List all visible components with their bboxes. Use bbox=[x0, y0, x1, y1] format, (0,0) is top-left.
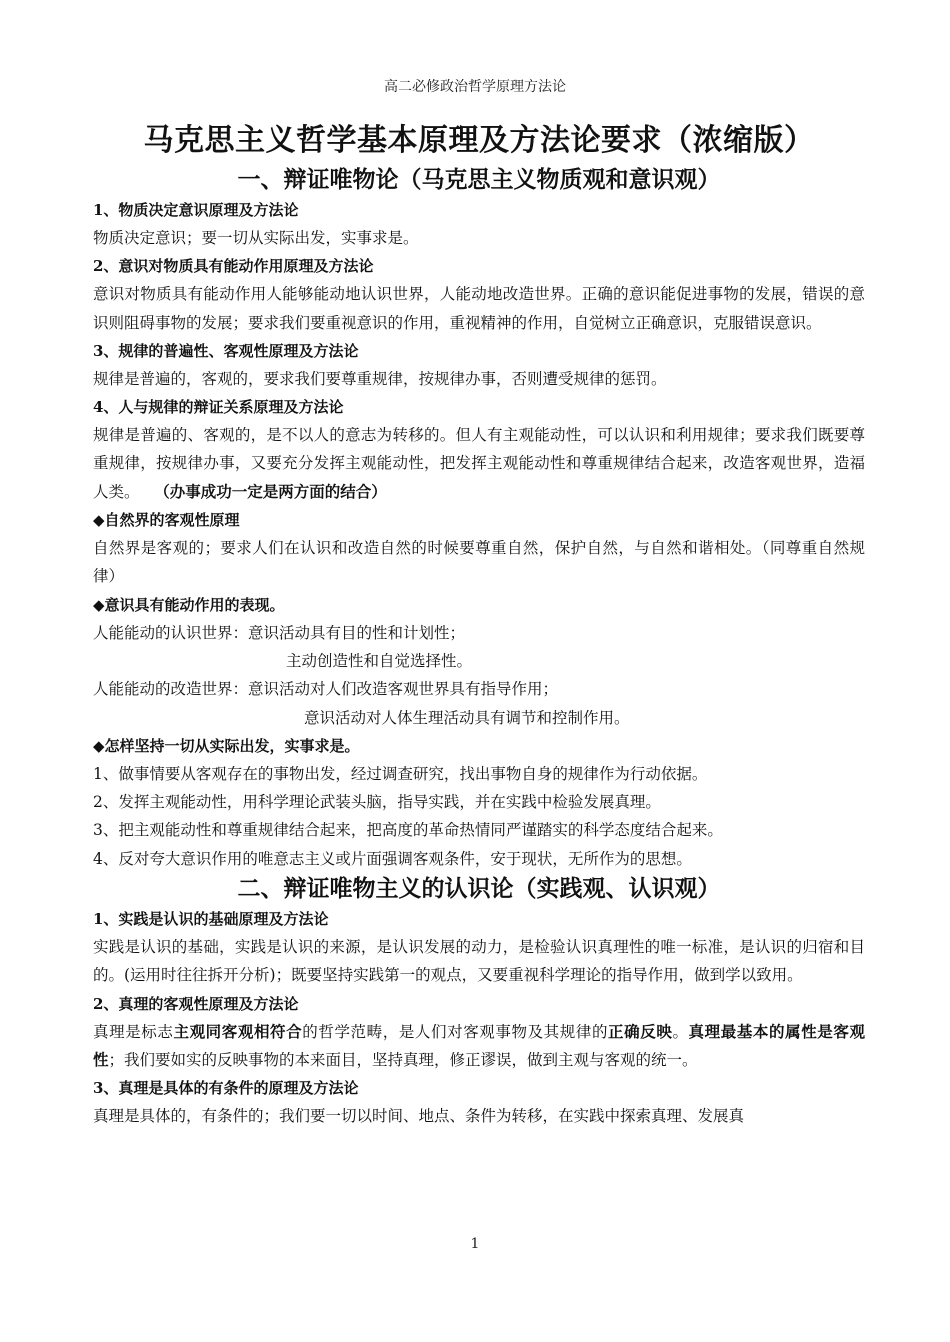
s1-heading-1: 1、物质决定意识原理及方法论 bbox=[93, 201, 299, 219]
s2-p2-part-b: 主观同客观相符合 bbox=[173, 1021, 303, 1041]
s1-paragraph-4-text: 规律是普遍的、客观的，是不以人的意志为转移的。但人有主观能动性，可以认识和利用规律；要求我们既要尊重规律，按规律办事，又要充分发挥主观能动性，把发挥主观能动性和尊重规律结合起来，改造客观世界，造福人类。 bbox=[93, 426, 865, 501]
s1-paragraph-3: 规律是普遍的，客观的，要求我们要尊重规律，按规律办事，否则遭受规律的惩罚。 bbox=[93, 369, 667, 388]
s1-paragraph-5: 自然界是客观的；要求人们在认识和改造自然的时候要尊重自然，保护自然，与自然和谐相处。（同尊重自然规律） bbox=[93, 539, 865, 586]
s1-heading-3: 3、规律的普遍性、客观性原理及方法论 bbox=[93, 341, 359, 360]
s2-heading-3: 3、真理是具体的有条件的原理及方法论 bbox=[93, 1079, 359, 1098]
s2-p2-part-e: 。 bbox=[672, 1022, 689, 1041]
s2-paragraph-3: 真理是具体的，有条件的；我们要一切以时间、地点、条件为转移，在实践中探索真理、发展真 bbox=[93, 1107, 745, 1126]
s2-p2-part-g: ；我们要如实的反映事物的本来面目，坚持真理，修正谬误，做到主观与客观的统一。 bbox=[108, 1050, 698, 1069]
s1-line-6b: 主动创造性和自觉选择性。 bbox=[286, 651, 473, 670]
s1-paragraph-2: 意识对物质具有能动作用人能够能动地认识世界，人能动地改造世界。正确的意识能促进事物的发展，错误的意识则阻碍事物的发展；要求我们要重视意识的作用，重视精神的作用，自觉树立正确意识，克服错误意识。 bbox=[93, 285, 865, 332]
document-body bbox=[93, 118, 865, 1131]
s1-line-7d: 4、反对夸大意识作用的唯意志主义或片面强调客观条件，安于现状，无所作为的思想。 bbox=[93, 849, 692, 868]
s1-line-6c: 人能能动的改造世界：意识活动对人们改造客观世界具有指导作用； bbox=[93, 680, 559, 699]
s1-line-6a: 人能能动的认识世界：意识活动具有目的性和计划性； bbox=[93, 623, 466, 642]
s1-heading-5: ◆自然界的客观性原理 bbox=[93, 511, 240, 530]
s2-paragraph-2 bbox=[93, 1018, 865, 1075]
section-2-title: 二、辩证唯物主义的认识论（实践观、认识观） bbox=[237, 875, 721, 903]
s1-heading-2: 2、意识对物质具有能动作用原理及方法论 bbox=[93, 257, 374, 276]
s1-heading-6: ◆意识具有能动作用的表现。 bbox=[93, 595, 285, 614]
s1-line-6d: 意识活动对人体生理活动具有调节和控制作用。 bbox=[304, 708, 630, 727]
s1-line-7a: 1、做事情要从客观存在的事物出发，经过调查研究，找出事物自身的规律作为行动依据。 bbox=[93, 764, 708, 783]
s2-p2-part-d: 正确反映 bbox=[608, 1021, 673, 1041]
s1-paragraph-4 bbox=[93, 421, 865, 506]
s2-heading-1: 1、实践是认识的基础原理及方法论 bbox=[93, 910, 329, 929]
s1-line-7c: 3、把主观能动性和尊重规律结合起来，把高度的革命热情同严谨踏实的科学态度结合起来。 bbox=[93, 821, 723, 840]
s2-paragraph-1: 实践是认识的基础，实践是认识的来源，是认识发展的动力，是检验认识真理性的唯一标准，是认识的归宿和目的。(运用时往往拆开分析)；既要坚持实践第一的观点，又要重视科学理论的指导作用，做到学以致用。 bbox=[93, 938, 865, 985]
page-header: 高二必修政治哲学原理方法论 bbox=[384, 79, 566, 95]
s2-p2-part-a: 真理是标志 bbox=[93, 1022, 174, 1041]
s2-p2-part-f: 真理最基本的属性是客观性 bbox=[93, 1021, 865, 1069]
page-number: 1 bbox=[470, 1236, 480, 1252]
document-title: 马克思主义哲学基本原理及方法论要求（浓缩版） bbox=[143, 123, 815, 158]
s2-heading-2: 2、真理的客观性原理及方法论 bbox=[93, 994, 299, 1013]
s1-paragraph-1: 物质决定意识；要一切从实际出发，实事求是。 bbox=[93, 229, 419, 247]
s1-heading-7: ◆怎样坚持一切从实际出发，实事求是。 bbox=[93, 736, 360, 755]
s1-heading-4: 4、人与规律的辩证关系原理及方法论 bbox=[93, 398, 344, 417]
s2-p2-part-c: 的哲学范畴，是人们对客观事物及其规律的 bbox=[302, 1022, 609, 1041]
s1-line-7b: 2、发挥主观能动性，用科学理论武装头脑，指导实践，并在实践中检验发展真理。 bbox=[93, 793, 661, 812]
s1-paragraph-4-note: （办事成功一定是两方面的结合） bbox=[154, 481, 387, 501]
section-1-title: 一、辩证唯物论（马克思主义物质观和意识观） bbox=[237, 166, 721, 193]
